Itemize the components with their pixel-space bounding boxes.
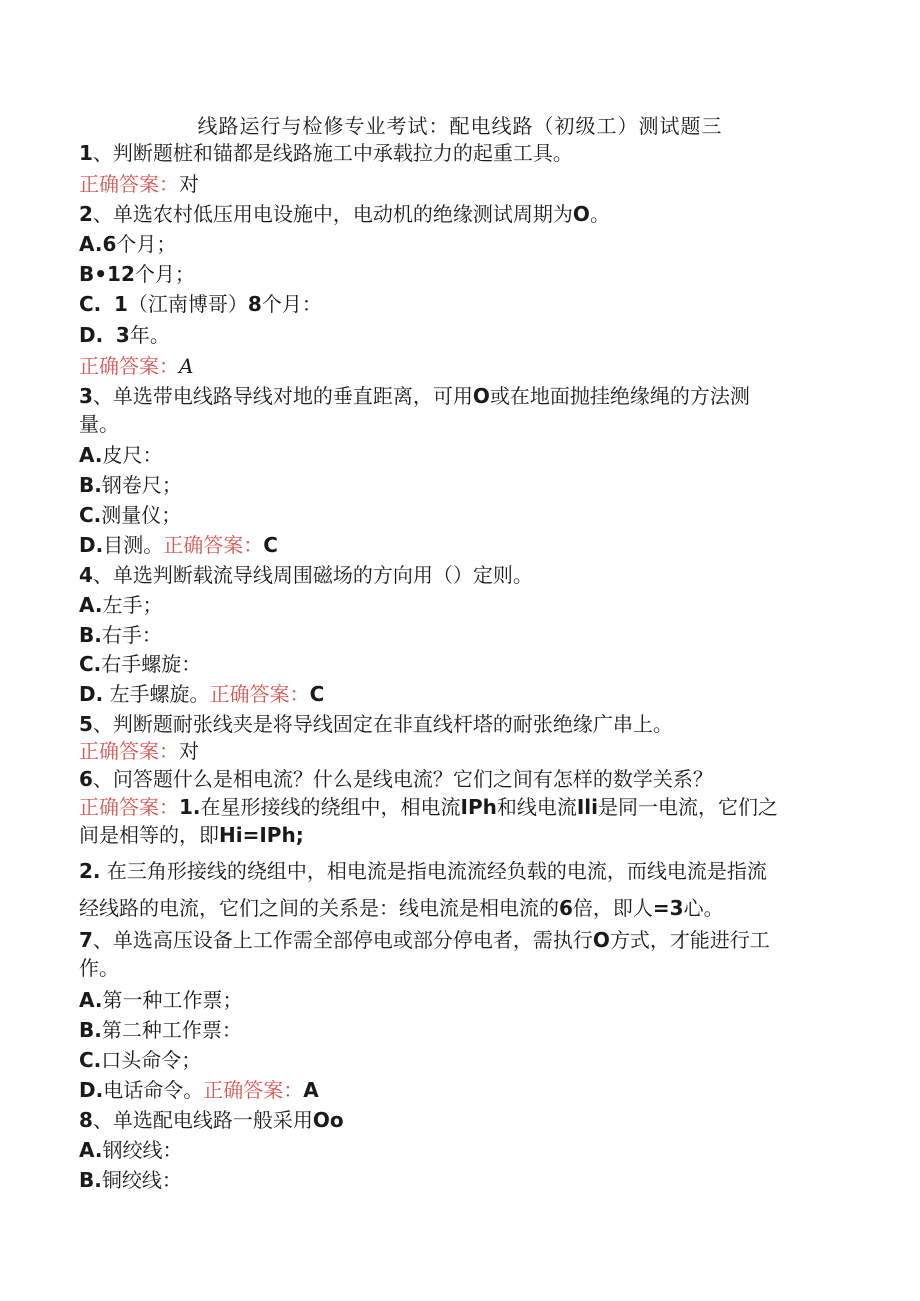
- question-continuation: 作。: [79, 956, 119, 980]
- answer-value: C: [309, 682, 325, 706]
- option-c: C.右手螺旋：: [79, 652, 202, 676]
- answer-label: 正确答案：: [79, 172, 179, 196]
- question-1: 1、判断题桩和锚都是线路施工中承载拉力的起重工具。: [79, 141, 573, 165]
- option-d: D.电话命令。正确答案：A: [79, 1078, 319, 1102]
- question-6: 6、问答题什么是相电流？什么是线电流？它们之间有怎样的数学关系？: [79, 767, 713, 791]
- answer-label: 正确答案：: [203, 1078, 304, 1102]
- option-b: B.第二种工作票：: [79, 1018, 242, 1042]
- question-number: 2: [79, 202, 93, 226]
- question-2: 2、单选农村低压用电设施中，电动机的绝缘测试周期为O。: [79, 202, 610, 226]
- question-number: 3: [79, 384, 93, 408]
- question-text: 单选高压设备上工作需全部停电或部分停电者，需执行: [112, 928, 593, 952]
- option-a: A.6个月；: [79, 232, 177, 256]
- question-4: 4、单选判断载流导线周围磁场的方向用（）定则。: [79, 563, 533, 587]
- option-b: B•12个月；: [79, 262, 195, 286]
- answer-label: 正确答案：: [79, 739, 179, 763]
- question-number: 5: [79, 712, 93, 736]
- option-c: C.口头命令；: [79, 1048, 202, 1072]
- answer-part-2: 2. 在三角形接线的绕组中，相电流是指电流流经负载的电流，而线电流是指流: [79, 859, 767, 883]
- option-d: D.目测。正确答案：C: [79, 533, 278, 557]
- answer-line: [79, 738, 830, 764]
- answer-value: C: [263, 533, 278, 557]
- answer-value: 对: [179, 739, 199, 763]
- option-c: C.测量仪；: [79, 503, 182, 527]
- question-5: 5、判断题耐张线夹是将导线固定在非直线杆塔的耐张绝缘广串上。: [79, 712, 673, 736]
- answer-value: 对: [179, 172, 199, 196]
- option-a: A.第一种工作票；: [79, 988, 243, 1012]
- answer-line: [79, 353, 830, 379]
- answer-line: [79, 171, 830, 197]
- option-d: D. 左手螺旋。正确答案：C: [79, 682, 325, 706]
- option-a: A.皮尺：: [79, 443, 163, 467]
- question-text: 单选配电线路一般采用: [112, 1108, 313, 1132]
- answer-label: 正确答案：: [209, 682, 310, 706]
- question-7: 7、单选高压设备上工作需全部停电或部分停电者，需执行O方式，才能进行工: [79, 928, 770, 952]
- answer-label: 正确答案：: [79, 354, 179, 378]
- question-8: 8、单选配电线路一般采用Oo: [79, 1108, 344, 1132]
- option-b: B.右手：: [79, 623, 162, 647]
- blank-marker: O: [592, 928, 610, 952]
- question-text: 单选农村低压用电设施中，电动机的绝缘测试周期为: [112, 202, 573, 226]
- blank-marker: Oo: [312, 1108, 344, 1132]
- answer-continuation: 经线路的电流，它们之间的关系是：线电流是相电流的6倍，即人=3心。: [79, 896, 724, 920]
- question-number: 8: [79, 1108, 93, 1132]
- question-number: 4: [79, 563, 93, 587]
- question-text: 判断题桩和锚都是线路施工中承载拉力的起重工具。: [112, 141, 573, 165]
- question-continuation: 量。: [79, 412, 119, 436]
- question-number: 1: [79, 141, 93, 165]
- answer-continuation: 间是相等的，即Hi=IPh;: [79, 823, 304, 847]
- question-number: 6: [79, 767, 93, 791]
- option-b: B.铜绞线：: [79, 1168, 182, 1192]
- question-number: 7: [79, 928, 93, 952]
- question-text: 单选判断载流导线周围磁场的方向用（）定则。: [112, 563, 533, 587]
- answer-label: 正确答案：: [79, 795, 179, 819]
- answer-label: 正确答案：: [163, 533, 264, 557]
- question-text: 判断题耐张线夹是将导线固定在非直线杆塔的耐张绝缘广串上。: [112, 712, 673, 736]
- question-3: 3、单选带电线路导线对地的垂直距离，可用O或在地面抛挂绝缘绳的方法测: [79, 384, 750, 408]
- question-text: 单选带电线路导线对地的垂直距离，可用: [112, 384, 473, 408]
- option-d: D. 3年。: [79, 323, 170, 347]
- answer-value: A: [179, 354, 194, 378]
- option-b: B.钢卷尺；: [79, 473, 182, 497]
- page-title: 线路运行与检修专业考试：配电线路（初级工）测试题三: [197, 114, 723, 138]
- blank-marker: O: [572, 202, 590, 226]
- question-text: 问答题什么是相电流？什么是线电流？它们之间有怎样的数学关系？: [112, 767, 713, 791]
- option-a: A.钢绞线：: [79, 1138, 183, 1162]
- blank-marker: O: [472, 384, 490, 408]
- answer-line: 正确答案：1.在星形接线的绕组中，相电流IPh和线电流Ili是同一电流，它们之: [79, 795, 779, 819]
- answer-value: A: [303, 1078, 319, 1102]
- option-a: A.左手；: [79, 593, 163, 617]
- option-c: C. 1（江南博哥）8个月：: [79, 292, 322, 316]
